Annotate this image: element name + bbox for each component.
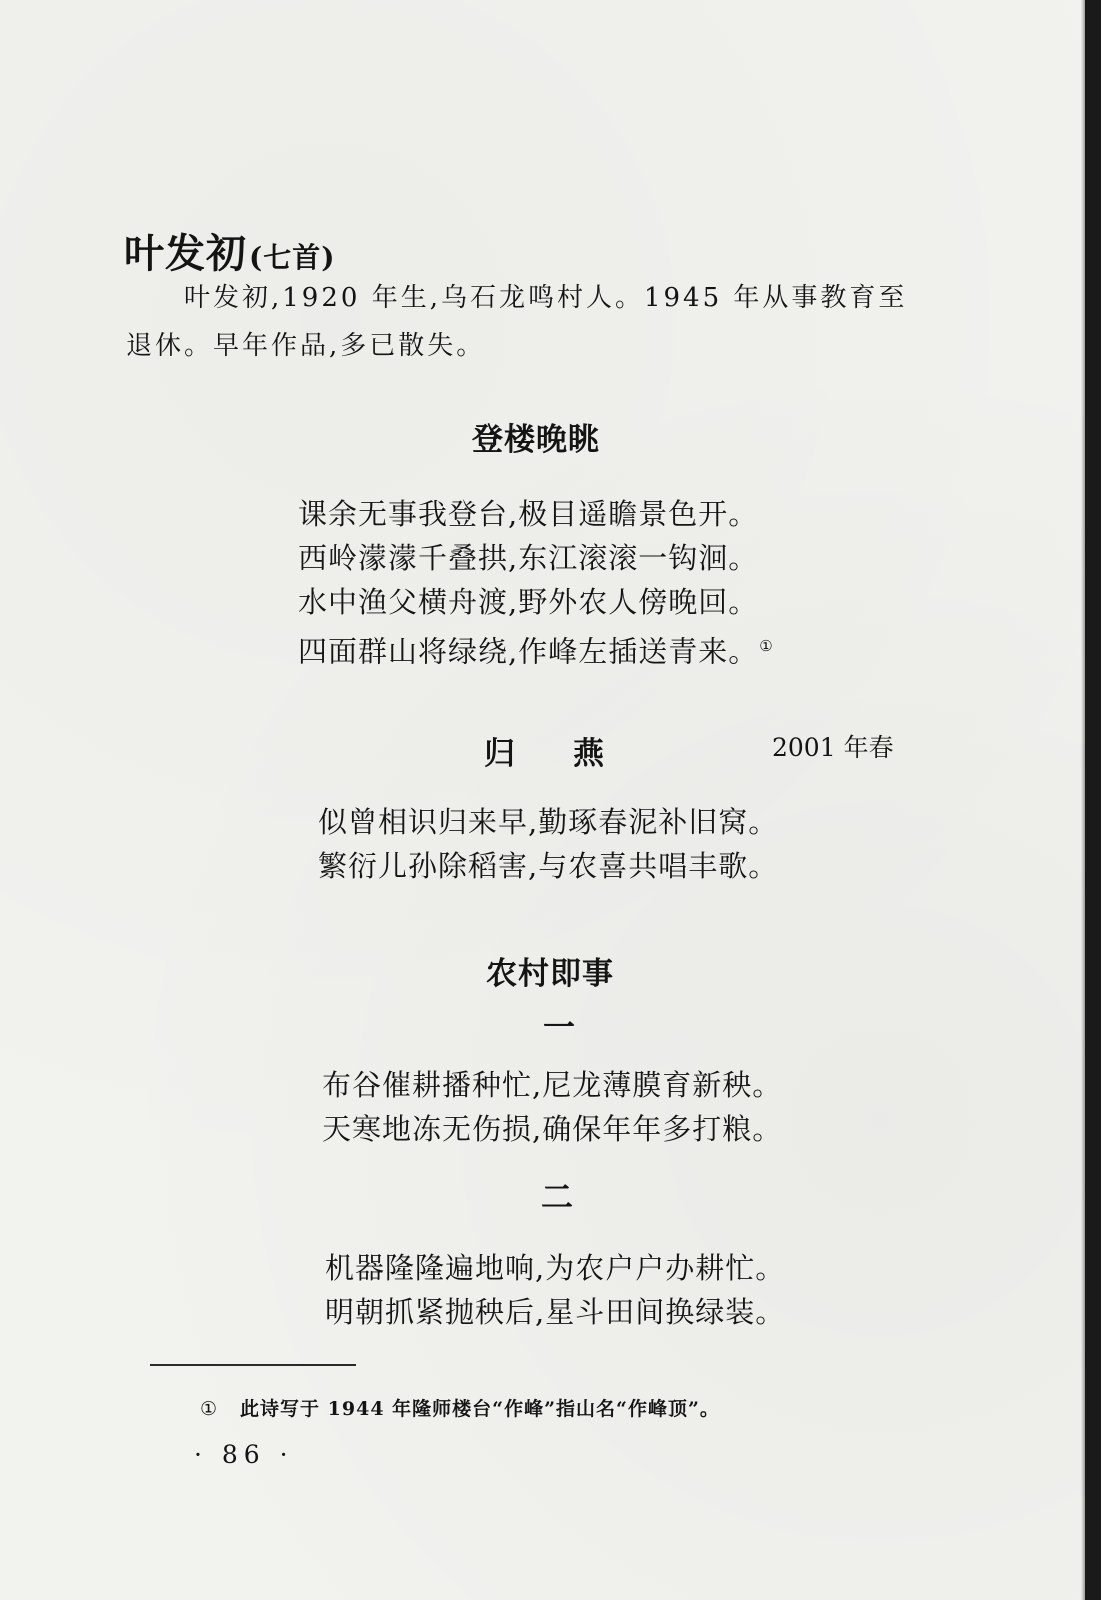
verse-line: 水中渔父横舟渡,野外农人傍晚回。 — [298, 585, 759, 619]
section-numeral: 二 — [541, 1178, 574, 1216]
bio-line: 退休。早年作品,多已散失。 — [126, 331, 486, 361]
poem-title: 归燕 — [484, 736, 662, 772]
poem-body — [298, 492, 774, 668]
verse-line: 机器隆隆遍地响,为农户户办耕忙。 — [325, 1251, 786, 1285]
bio-line: 叶发初,1920 年生,乌石龙鸣村人。1945 年从事教育至 — [184, 283, 908, 313]
author-heading — [124, 222, 336, 279]
scan-border — [1085, 0, 1101, 1600]
poem-title: 农村即事 — [486, 956, 614, 992]
poem-body — [325, 1246, 785, 1334]
author-name: 叶发初 — [124, 230, 247, 277]
poem-body — [322, 1063, 782, 1151]
verse-line: 布谷催耕播种忙,尼龙薄膜育新秧。 — [322, 1068, 783, 1102]
verse-line: 课余无事我登台,极目遥瞻景色开。 — [298, 497, 759, 531]
footnote-reference: ① — [759, 637, 774, 655]
poem-count: (七首) — [249, 241, 336, 274]
section-numeral: 一 — [543, 1008, 576, 1046]
page-number: · 86 · — [194, 1440, 294, 1469]
verse-line: 明朝抓紧抛秧后,星斗田间换绿装。 — [325, 1295, 786, 1329]
poem-body — [318, 800, 778, 888]
author-bio — [126, 274, 956, 370]
verse-line: 四面群山将绿绕,作峰左插送青来。 — [298, 634, 759, 669]
footnote-divider — [150, 1364, 356, 1366]
verse-line: 似曾相识归来早,勤琢春泥补旧窝。 — [318, 805, 779, 839]
footnote-mark: ① — [200, 1398, 219, 1420]
poem-date: 2001 年春 — [772, 733, 894, 762]
poem-title: 登楼晚眺 — [472, 422, 600, 458]
footnote-text: 此诗写于 1944 年隆师楼台“作峰”指山名“作峰顶”。 — [240, 1398, 720, 1420]
verse-line: 繁衍儿孙除稻害,与农喜共唱丰歌。 — [318, 849, 779, 883]
verse-line-with-note — [298, 624, 774, 668]
verse-line: 西岭濛濛千叠拱,东江滚滚一钩洄。 — [298, 541, 759, 575]
footnote — [200, 1394, 720, 1421]
verse-line: 天寒地冻无伤损,确保年年多打粮。 — [322, 1112, 783, 1146]
